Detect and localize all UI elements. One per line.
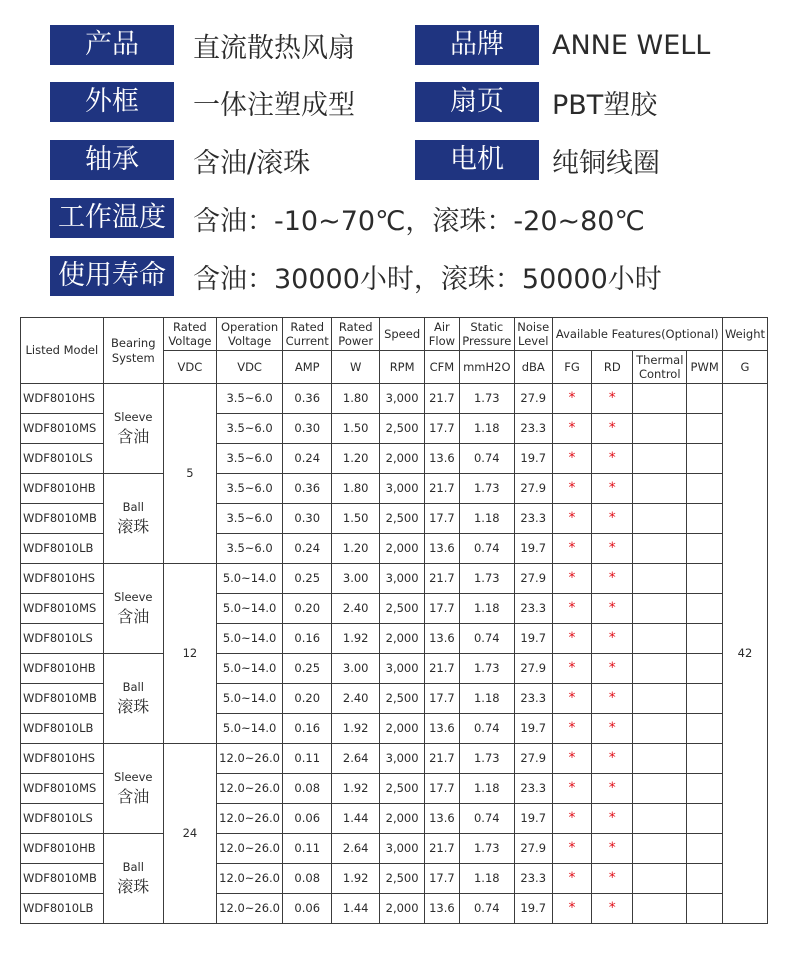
table-row <box>21 834 768 864</box>
bearing-cell <box>103 384 163 474</box>
spec-label: 电机 <box>415 140 539 180</box>
model-cell: WDF8010HB <box>21 654 104 684</box>
unit-rated-voltage: VDC <box>163 351 216 384</box>
thermal-control-cell <box>633 534 687 564</box>
speed-cell: 2,500 <box>380 594 425 624</box>
spec-value: 含油：30000小时，滚珠：50000小时 <box>193 263 662 295</box>
power-cell: 1.92 <box>332 774 380 804</box>
pressure-cell: 0.74 <box>459 534 514 564</box>
model-cell: WDF8010MB <box>21 864 104 894</box>
table-row <box>21 744 768 774</box>
pwm-cell <box>687 534 723 564</box>
speed-cell: 2,500 <box>380 864 425 894</box>
unit-air-flow: CFM <box>425 351 460 384</box>
pressure-cell: 1.73 <box>459 744 514 774</box>
fg-star: * <box>552 384 592 414</box>
table-row <box>21 474 768 504</box>
fg-star: * <box>552 534 592 564</box>
fg-star: * <box>552 894 592 924</box>
op-voltage-cell: 5.0~14.0 <box>216 564 282 594</box>
speed-cell: 2,000 <box>380 534 425 564</box>
fg-star: * <box>552 624 592 654</box>
pwm-cell <box>687 564 723 594</box>
power-cell: 3.00 <box>332 564 380 594</box>
op-voltage-cell: 12.0~26.0 <box>216 894 282 924</box>
model-cell: WDF8010MB <box>21 684 104 714</box>
fg-star: * <box>552 834 592 864</box>
spec-label: 品牌 <box>415 25 539 65</box>
rd-star: * <box>592 534 633 564</box>
spec-product <box>50 25 355 65</box>
model-cell: WDF8010HS <box>21 564 104 594</box>
thermal-control-cell <box>633 624 687 654</box>
current-cell: 0.24 <box>283 444 332 474</box>
header-air-flow: Air Flow <box>425 318 460 351</box>
op-voltage-cell: 3.5~6.0 <box>216 534 282 564</box>
spec-blade <box>415 82 657 122</box>
spec-table <box>20 317 768 924</box>
thermal-control-cell <box>633 384 687 414</box>
fg-star: * <box>552 654 592 684</box>
rd-star: * <box>592 834 633 864</box>
header-bearing-system: Bearing System <box>103 318 163 384</box>
rd-star: * <box>592 744 633 774</box>
rd-star: * <box>592 774 633 804</box>
bearing-name-en: Sleeve <box>113 590 153 605</box>
speed-cell: 3,000 <box>380 384 425 414</box>
spec-value: 含油/滚珠 <box>193 147 311 179</box>
bearing-name-en: Ball <box>122 680 144 695</box>
model-cell: WDF8010MS <box>21 774 104 804</box>
rd-star: * <box>592 654 633 684</box>
bearing-name-cn: 滚珠 <box>117 516 150 536</box>
current-cell: 0.36 <box>283 384 332 414</box>
spec-bearing <box>50 140 310 180</box>
thermal-control-cell <box>633 414 687 444</box>
noise-cell: 19.7 <box>514 894 552 924</box>
current-cell: 0.16 <box>283 714 332 744</box>
noise-cell: 23.3 <box>514 864 552 894</box>
rated-voltage-cell: 12 <box>163 564 216 744</box>
op-voltage-cell: 5.0~14.0 <box>216 684 282 714</box>
fg-star: * <box>552 564 592 594</box>
speed-cell: 3,000 <box>380 564 425 594</box>
weight-cell: 42 <box>723 384 768 924</box>
current-cell: 0.25 <box>283 654 332 684</box>
header-available-features: Available Features(Optional) <box>552 318 722 351</box>
op-voltage-cell: 3.5~6.0 <box>216 384 282 414</box>
thermal-control-cell <box>633 864 687 894</box>
noise-cell: 19.7 <box>514 444 552 474</box>
pressure-cell: 0.74 <box>459 894 514 924</box>
op-voltage-cell: 3.5~6.0 <box>216 474 282 504</box>
flow-cell: 13.6 <box>425 804 460 834</box>
current-cell: 0.08 <box>283 774 332 804</box>
noise-cell: 23.3 <box>514 504 552 534</box>
model-cell: WDF8010HS <box>21 384 104 414</box>
current-cell: 0.08 <box>283 864 332 894</box>
rated-voltage-cell: 5 <box>163 384 216 564</box>
thermal-control-cell <box>633 564 687 594</box>
noise-cell: 27.9 <box>514 384 552 414</box>
table-row <box>21 564 768 594</box>
bearing-cell <box>103 474 163 564</box>
model-cell: WDF8010HB <box>21 474 104 504</box>
pwm-cell <box>687 834 723 864</box>
noise-cell: 27.9 <box>514 654 552 684</box>
bearing-name-cn: 含油 <box>117 786 150 806</box>
noise-cell: 23.3 <box>514 594 552 624</box>
spec-brand <box>415 25 710 65</box>
op-voltage-cell: 3.5~6.0 <box>216 504 282 534</box>
bearing-name-cn: 含油 <box>117 426 150 446</box>
header-weight: Weight <box>723 318 768 351</box>
flow-cell: 17.7 <box>425 684 460 714</box>
model-cell: WDF8010LB <box>21 534 104 564</box>
spec-service-life <box>50 256 662 296</box>
unit-fg: FG <box>552 351 592 384</box>
power-cell: 2.64 <box>332 834 380 864</box>
spec-operating-temperature <box>50 198 645 238</box>
speed-cell: 2,000 <box>380 444 425 474</box>
pressure-cell: 0.74 <box>459 444 514 474</box>
pressure-cell: 1.18 <box>459 594 514 624</box>
op-voltage-cell: 3.5~6.0 <box>216 414 282 444</box>
model-cell: WDF8010LB <box>21 714 104 744</box>
spec-value: 纯铜线圈 <box>552 147 660 179</box>
power-cell: 2.64 <box>332 744 380 774</box>
op-voltage-cell: 5.0~14.0 <box>216 654 282 684</box>
power-cell: 1.92 <box>332 714 380 744</box>
pwm-cell <box>687 384 723 414</box>
rd-star: * <box>592 804 633 834</box>
spec-frame <box>50 82 355 122</box>
pressure-cell: 1.73 <box>459 834 514 864</box>
rd-star: * <box>592 864 633 894</box>
header-operation-voltage: Operation Voltage <box>216 318 282 351</box>
thermal-control-cell <box>633 684 687 714</box>
noise-cell: 19.7 <box>514 714 552 744</box>
flow-cell: 17.7 <box>425 414 460 444</box>
current-cell: 0.06 <box>283 894 332 924</box>
rd-star: * <box>592 384 633 414</box>
spec-label: 轴承 <box>50 140 174 180</box>
bearing-name-en: Ball <box>122 500 144 515</box>
power-cell: 1.50 <box>332 504 380 534</box>
pressure-cell: 1.73 <box>459 384 514 414</box>
speed-cell: 3,000 <box>380 474 425 504</box>
pressure-cell: 1.73 <box>459 474 514 504</box>
speed-cell: 2,000 <box>380 714 425 744</box>
noise-cell: 27.9 <box>514 564 552 594</box>
header-rated-power: Rated Power <box>332 318 380 351</box>
op-voltage-cell: 5.0~14.0 <box>216 714 282 744</box>
fg-star: * <box>552 594 592 624</box>
current-cell: 0.24 <box>283 534 332 564</box>
spec-value: ANNE WELL <box>552 29 711 61</box>
fg-star: * <box>552 474 592 504</box>
header-rated-voltage: Rated Voltage <box>163 318 216 351</box>
fg-star: * <box>552 414 592 444</box>
thermal-control-cell <box>633 774 687 804</box>
op-voltage-cell: 12.0~26.0 <box>216 834 282 864</box>
speed-cell: 2,000 <box>380 624 425 654</box>
bearing-name-cn: 滚珠 <box>117 696 150 716</box>
power-cell: 1.44 <box>332 894 380 924</box>
unit-noise-level: dBA <box>514 351 552 384</box>
flow-cell: 21.7 <box>425 474 460 504</box>
thermal-control-cell <box>633 474 687 504</box>
power-cell: 2.40 <box>332 684 380 714</box>
speed-cell: 2,000 <box>380 894 425 924</box>
noise-cell: 19.7 <box>514 534 552 564</box>
rd-star: * <box>592 504 633 534</box>
op-voltage-cell: 5.0~14.0 <box>216 624 282 654</box>
current-cell: 0.30 <box>283 414 332 444</box>
rd-star: * <box>592 684 633 714</box>
pwm-cell <box>687 594 723 624</box>
rated-voltage-cell: 24 <box>163 744 216 924</box>
model-cell: WDF8010MS <box>21 414 104 444</box>
thermal-control-cell <box>633 744 687 774</box>
fg-star: * <box>552 804 592 834</box>
pressure-cell: 1.18 <box>459 864 514 894</box>
spec-motor <box>415 140 660 180</box>
current-cell: 0.11 <box>283 834 332 864</box>
pwm-cell <box>687 624 723 654</box>
flow-cell: 13.6 <box>425 444 460 474</box>
model-cell: WDF8010HB <box>21 834 104 864</box>
flow-cell: 21.7 <box>425 384 460 414</box>
flow-cell: 13.6 <box>425 714 460 744</box>
rd-star: * <box>592 444 633 474</box>
speed-cell: 3,000 <box>380 744 425 774</box>
speed-cell: 3,000 <box>380 834 425 864</box>
pressure-cell: 1.18 <box>459 414 514 444</box>
model-cell: WDF8010LS <box>21 624 104 654</box>
spec-label: 外框 <box>50 82 174 122</box>
spec-label: 产品 <box>50 25 174 65</box>
pressure-cell: 1.18 <box>459 684 514 714</box>
header-rated-current: Rated Current <box>283 318 332 351</box>
current-cell: 0.20 <box>283 594 332 624</box>
pwm-cell <box>687 894 723 924</box>
pwm-cell <box>687 444 723 474</box>
flow-cell: 21.7 <box>425 834 460 864</box>
unit-weight: G <box>723 351 768 384</box>
power-cell: 1.80 <box>332 384 380 414</box>
power-cell: 1.50 <box>332 414 380 444</box>
noise-cell: 27.9 <box>514 744 552 774</box>
thermal-control-cell <box>633 834 687 864</box>
pwm-cell <box>687 474 723 504</box>
op-voltage-cell: 12.0~26.0 <box>216 804 282 834</box>
unit-static-pressure: mmH2O <box>459 351 514 384</box>
model-cell: WDF8010MS <box>21 594 104 624</box>
header-speed: Speed <box>380 318 425 351</box>
flow-cell: 13.6 <box>425 624 460 654</box>
flow-cell: 17.7 <box>425 504 460 534</box>
model-cell: WDF8010LS <box>21 804 104 834</box>
model-cell: WDF8010LS <box>21 444 104 474</box>
header-row <box>21 318 768 351</box>
power-cell: 1.44 <box>332 804 380 834</box>
noise-cell: 23.3 <box>514 414 552 444</box>
bearing-name-en: Ball <box>122 860 144 875</box>
pressure-cell: 0.74 <box>459 804 514 834</box>
thermal-control-cell <box>633 804 687 834</box>
flow-cell: 13.6 <box>425 894 460 924</box>
current-cell: 0.30 <box>283 504 332 534</box>
current-cell: 0.06 <box>283 804 332 834</box>
header-listed-model: Listed Model <box>21 318 104 384</box>
op-voltage-cell: 12.0~26.0 <box>216 744 282 774</box>
unit-pwm: PWM <box>687 351 723 384</box>
pwm-cell <box>687 684 723 714</box>
bearing-cell <box>103 744 163 834</box>
noise-cell: 27.9 <box>514 474 552 504</box>
flow-cell: 21.7 <box>425 744 460 774</box>
noise-cell: 19.7 <box>514 804 552 834</box>
current-cell: 0.36 <box>283 474 332 504</box>
pressure-cell: 1.73 <box>459 564 514 594</box>
model-cell: WDF8010HS <box>21 744 104 774</box>
pwm-cell <box>687 774 723 804</box>
thermal-control-cell <box>633 654 687 684</box>
pressure-cell: 0.74 <box>459 714 514 744</box>
fg-star: * <box>552 504 592 534</box>
bearing-cell <box>103 654 163 744</box>
power-cell: 1.20 <box>332 534 380 564</box>
unit-rated-power: W <box>332 351 380 384</box>
speed-cell: 2,500 <box>380 684 425 714</box>
power-cell: 3.00 <box>332 654 380 684</box>
header-static-pressure: Static Pressure <box>459 318 514 351</box>
pwm-cell <box>687 804 723 834</box>
table-header <box>21 318 768 384</box>
bearing-cell <box>103 564 163 654</box>
fg-star: * <box>552 444 592 474</box>
speed-cell: 2,500 <box>380 504 425 534</box>
bearing-name-en: Sleeve <box>113 770 153 785</box>
current-cell: 0.16 <box>283 624 332 654</box>
speed-cell: 2,500 <box>380 774 425 804</box>
table-body <box>21 384 768 924</box>
pressure-cell: 0.74 <box>459 624 514 654</box>
model-cell: WDF8010LB <box>21 894 104 924</box>
flow-cell: 13.6 <box>425 534 460 564</box>
current-cell: 0.20 <box>283 684 332 714</box>
spec-label: 扇页 <box>415 82 539 122</box>
noise-cell: 19.7 <box>514 624 552 654</box>
spec-value: 一体注塑成型 <box>193 89 355 121</box>
power-cell: 1.92 <box>332 864 380 894</box>
pwm-cell <box>687 864 723 894</box>
rd-star: * <box>592 594 633 624</box>
bearing-cell <box>103 834 163 924</box>
noise-cell: 27.9 <box>514 834 552 864</box>
speed-cell: 2,000 <box>380 804 425 834</box>
op-voltage-cell: 12.0~26.0 <box>216 864 282 894</box>
speed-cell: 3,000 <box>380 654 425 684</box>
op-voltage-cell: 3.5~6.0 <box>216 444 282 474</box>
flow-cell: 17.7 <box>425 864 460 894</box>
pressure-cell: 1.18 <box>459 774 514 804</box>
thermal-control-cell <box>633 504 687 534</box>
power-cell: 1.92 <box>332 624 380 654</box>
rd-star: * <box>592 624 633 654</box>
spec-value: 含油：-10~70℃，滚珠：-20~80℃ <box>193 205 645 237</box>
rd-star: * <box>592 564 633 594</box>
noise-cell: 23.3 <box>514 774 552 804</box>
speed-cell: 2,500 <box>380 414 425 444</box>
table-row <box>21 384 768 414</box>
flow-cell: 17.7 <box>425 774 460 804</box>
pwm-cell <box>687 714 723 744</box>
fg-star: * <box>552 744 592 774</box>
rd-star: * <box>592 474 633 504</box>
pwm-cell <box>687 654 723 684</box>
pressure-cell: 1.18 <box>459 504 514 534</box>
op-voltage-cell: 12.0~26.0 <box>216 774 282 804</box>
fg-star: * <box>552 684 592 714</box>
thermal-control-cell <box>633 444 687 474</box>
power-cell: 1.20 <box>332 444 380 474</box>
power-cell: 1.80 <box>332 474 380 504</box>
header-noise-level: Noise Level <box>514 318 552 351</box>
model-cell: WDF8010MB <box>21 504 104 534</box>
unit-thermal-control: Thermal Control <box>633 351 687 384</box>
pwm-cell <box>687 744 723 774</box>
thermal-control-cell <box>633 894 687 924</box>
table-row <box>21 654 768 684</box>
rd-star: * <box>592 894 633 924</box>
fg-star: * <box>552 774 592 804</box>
spec-label: 使用寿命 <box>50 256 174 296</box>
unit-operation-voltage: VDC <box>216 351 282 384</box>
power-cell: 2.40 <box>332 594 380 624</box>
spec-value: 直流散热风扇 <box>193 32 355 64</box>
thermal-control-cell <box>633 594 687 624</box>
thermal-control-cell <box>633 714 687 744</box>
pwm-cell <box>687 504 723 534</box>
unit-rd: RD <box>592 351 633 384</box>
bearing-name-en: Sleeve <box>113 410 153 425</box>
spec-label: 工作温度 <box>50 198 174 238</box>
rd-star: * <box>592 714 633 744</box>
noise-cell: 23.3 <box>514 684 552 714</box>
flow-cell: 21.7 <box>425 654 460 684</box>
fg-star: * <box>552 864 592 894</box>
current-cell: 0.11 <box>283 744 332 774</box>
unit-speed: RPM <box>380 351 425 384</box>
flow-cell: 17.7 <box>425 594 460 624</box>
spec-value: PBT塑胶 <box>552 89 658 121</box>
current-cell: 0.25 <box>283 564 332 594</box>
fg-star: * <box>552 714 592 744</box>
bearing-name-cn: 含油 <box>117 606 150 626</box>
unit-rated-current: AMP <box>283 351 332 384</box>
op-voltage-cell: 5.0~14.0 <box>216 594 282 624</box>
pwm-cell <box>687 414 723 444</box>
bearing-name-cn: 滚珠 <box>117 876 150 896</box>
pressure-cell: 1.73 <box>459 654 514 684</box>
rd-star: * <box>592 414 633 444</box>
flow-cell: 21.7 <box>425 564 460 594</box>
